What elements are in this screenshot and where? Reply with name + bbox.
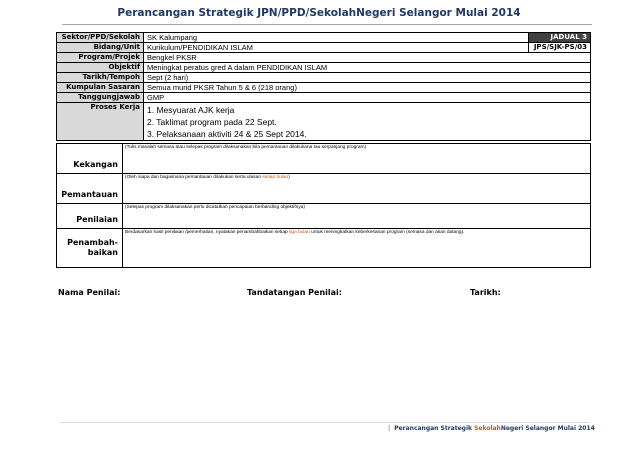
page-header-title: Perancangan Strategik JPN/PPD/SekolahNegeri Selangor Mulai 2014 [117,7,521,19]
jadual-code: JPS/SJK-PS/03 [529,43,591,53]
kekangan-label: Kekangan [57,144,123,174]
footer-text-end: Negeri Selangor Mulai 2014 [500,425,595,432]
footer-text: Perancangan Strategik [394,425,475,432]
kekangan-note: (Tulis masalah semasa atau selepas program dilaksanakan bila pemantauan dilakukana tau serpanjang program) [125,145,367,150]
proses-step: 1. Mesyuarat AJK kerja [147,105,235,115]
penilaian-label: Penilaian [57,204,123,229]
evaluation-table [56,143,591,268]
sektor-value: SK Kalumpang [144,33,529,43]
info-row-kumpulan [57,83,591,93]
proses-step: 3. Pelaksanaan aktiviti 24 & 25 Sept 2014. [147,129,307,139]
program-info-table [56,32,591,141]
pemantauan-note-highlight: setiap bulan [262,175,289,180]
eval-row-kekangan [57,144,591,174]
pemantauan-note: (Oleh siapa dan bagaimana pemantauan dilakukan serta ulasan [125,175,263,180]
penambahbaikan-label-line2: baikan [87,248,118,257]
objektif-label: Objektif [57,63,144,73]
pemantauan-label: Pemantauan [57,174,123,204]
program-value: Bengkel PKSR [144,53,591,63]
penambahbaikan-note: Berdasarkan hasil penilaian /pemerhatian, nyatakan penambahbaikan setiap [125,230,290,235]
penilaian-field[interactable] [123,204,591,229]
penambahbaikan-note-highlight: tiga bulan [289,230,310,235]
jadual-badge: JADUAL 3 [529,33,591,43]
eval-row-penilaian [57,204,591,229]
info-row-tarikh [57,73,591,83]
penilaian-note: (Selepas program dilaksanakan perlu dicatatkan pencapaian berbanding objektifnya) [125,205,306,210]
pemantauan-note-end: ) [288,175,290,180]
objektif-value: Meningkat peratus gred A dalam PENDIDIKAN ISLAM [144,63,591,73]
info-row-sektor [57,33,591,43]
program-label: Program/Projek [57,53,144,63]
info-row-objektif [57,63,591,73]
proses-step: 2. Taklimat program pada 22 Sept. [147,117,277,127]
eval-row-penambahbaikan [57,229,591,268]
kumpulan-label: Kumpulan Sasaran [57,83,144,93]
page-footer [388,425,595,432]
info-row-bidang [57,43,591,53]
info-row-program [57,53,591,63]
info-row-tanggungjawab [57,93,591,103]
tandatangan-penilai-label: Tandatangan Penilai: [247,288,342,297]
penambahbaikan-label-line1: Penambah- [67,238,118,247]
tanggungjawab-value: GMP [144,93,591,103]
pemantauan-field[interactable] [123,174,591,204]
bidang-label: Bidang/Unit [57,43,144,53]
proses-steps [144,103,591,141]
footer-separator: | [388,425,391,432]
tarikh-label: Tarikh: [470,288,501,297]
info-row-proses [57,103,591,141]
penambahbaikan-note-end: untuk meningkatkan keberkesanan program (semasa dan akan datang). [309,230,465,235]
proses-label: Proses Kerja [57,103,144,141]
sektor-label: Sektor/PPD/Sekolah [57,33,144,43]
nama-penilai-label: Nama Penilai: [58,288,121,297]
footer-text-highlight: Sekolah [474,425,501,432]
tarikh-label: Tarikh/Tempoh [57,73,144,83]
header-divider [62,24,592,25]
eval-row-pemantauan [57,174,591,204]
penambahbaikan-field[interactable] [123,229,591,268]
kumpulan-value: Semua murid PKSR Tahun 5 & 6 (218 orang) [144,83,591,93]
tanggungjawab-label: Tanggungjawab [57,93,144,103]
kekangan-field[interactable] [123,144,591,174]
footer-divider [60,422,590,423]
penambahbaikan-label [57,229,123,268]
bidang-value: Kurikulum/PENDIDIKAN ISLAM [144,43,529,53]
tarikh-value: Sept (2 hari) [144,73,591,83]
